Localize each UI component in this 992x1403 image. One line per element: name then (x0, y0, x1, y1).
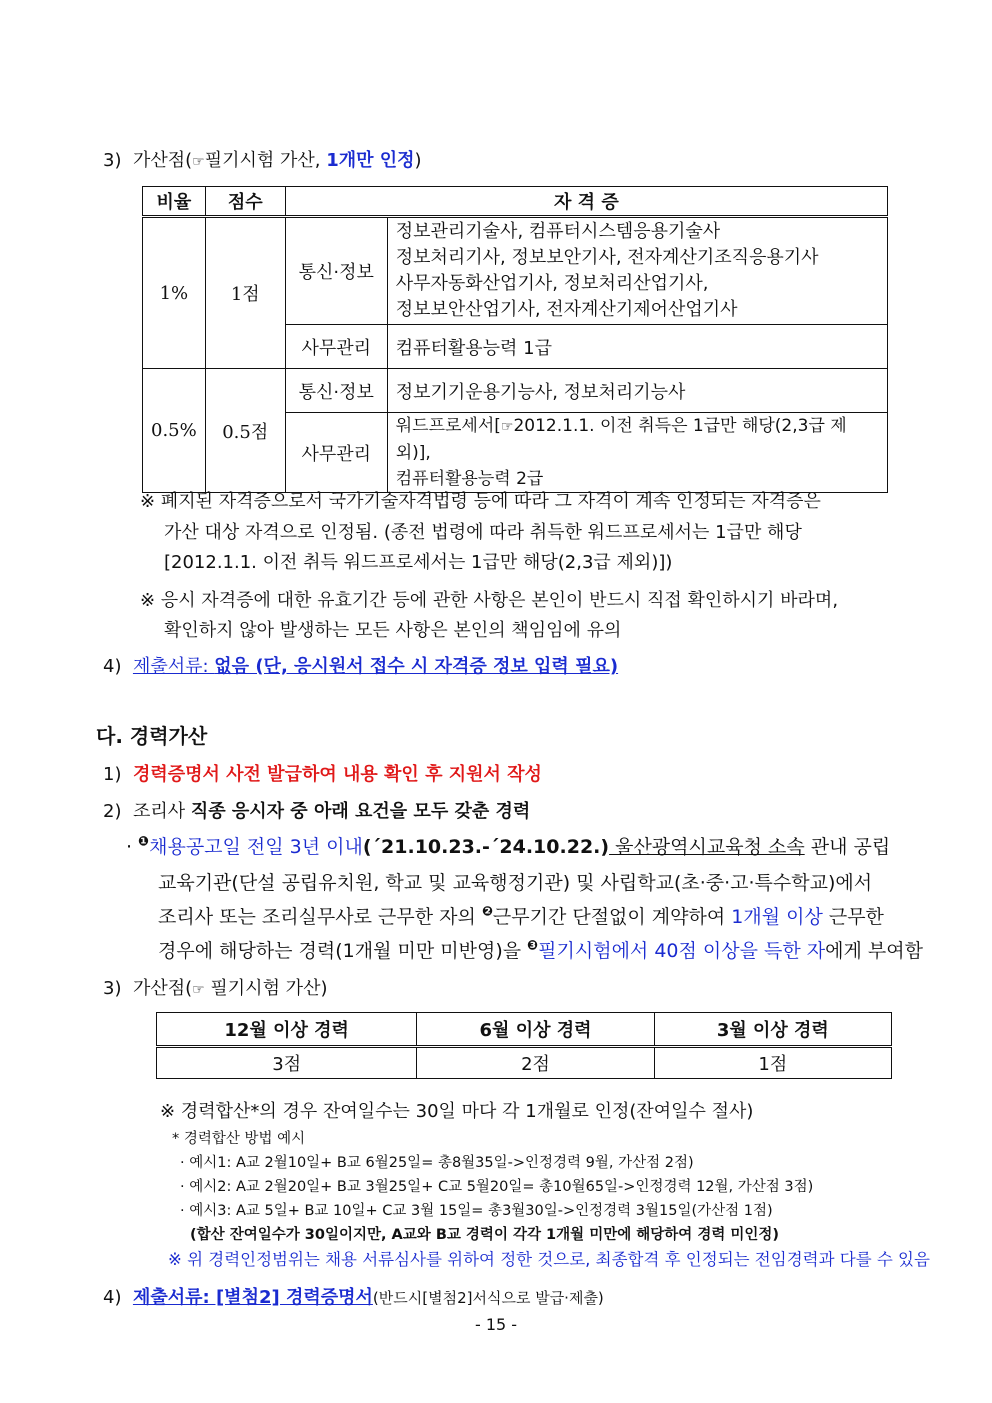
d-item-3: 3) 가산점(☞ 필기시험 가산) (103, 978, 328, 999)
cat-office-2: 사무관리 (285, 413, 387, 493)
circled-1-icon: ❶ (138, 834, 150, 850)
note-2-line-2: 확인하지 않아 발생하는 모든 사항은 본인의 책임임에 유의 (164, 620, 622, 641)
value-3m: 1점 (654, 1047, 891, 1079)
pointing-hand-icon: ☞ (500, 419, 514, 435)
score-1: 1점 (205, 217, 285, 369)
cert-list-1: 정보관리기술사, 컴퓨터시스템응용기술사 정보처리기사, 정보보안기사, 전자계산기조직응용기사 사무자동화산업기사, 정보처리산업기사, 정보보안산업기사, 전자계산기제어산업기사 (387, 217, 887, 325)
career-scope-note: ※ 위 경력인정범위는 채용 서류심사를 위하여 정한 것으로, 최종합격 후 인정되는 전임경력과 다를 수 있음 (168, 1250, 930, 1269)
d-item-1: 1) 경력증명서 사전 발급하여 내용 확인 후 지원서 작성 (103, 764, 542, 785)
cert-office-2: 워드프로세서[☞2012.1.1. 이전 취득은 1급만 해당(2,3급 제외)], 컴퓨터활용능력 2급 (387, 413, 887, 493)
note-1-line-2: 가산 대상 자격으로 인정됨. (종전 법령에 따라 취득한 워드프로세서는 1급만 해당 (164, 522, 802, 543)
pointing-hand-icon: ☞ (192, 982, 205, 998)
section-d-title: 다. 경력가산 (96, 724, 208, 748)
score-05: 0.5점 (205, 369, 285, 493)
bullet-line-1: · $^❶$채용공고일 전일 3년 이내(´21.10.23.-´24.10.22.) 울산광역시교육청 소속 관내 공립 (126, 834, 891, 858)
note-1-line-1: ※ 폐지된 자격증으로서 국가기술자격법령 등에 따라 그 자격이 계속 인정되는 자격증은 (140, 491, 821, 512)
cert-telecom-2: 정보기기운용기능사, 정보처리기능사 (387, 369, 887, 413)
bullet-line-4: 경우에 해당하는 경력(1개월 미만 미반영)을 $^❸$필기시험에서 40점 이상을 득한 자에게 부여함 (158, 938, 923, 962)
d-item-2: 2) 조리사 직종 응시자 중 아래 요건을 모두 갖춘 경력 (103, 801, 531, 822)
certificate-table (142, 186, 888, 493)
career-table (156, 1012, 892, 1079)
circled-2-icon: ❷ (481, 904, 493, 920)
cat-telecom-2: 통신·정보 (285, 369, 387, 413)
header-certificate: 자 격 증 (285, 187, 887, 217)
note-2-line-1: ※ 응시 자격증에 대한 유효기간 등에 관한 사항은 본인이 반드시 직접 확인하시기 바라며, (140, 590, 839, 611)
header-12m: 12월 이상 경력 (157, 1013, 417, 1047)
example-3-note: (합산 잔여일수가 30일이지만, A교와 B교 경력이 각각 1개월 미만에 해당하여 경력 미인정) (190, 1227, 780, 1243)
header-score: 점수 (205, 187, 285, 217)
pointing-hand-icon: ☞ (192, 154, 205, 170)
note-1-line-3: [2012.1.1. 이전 취득 워드프로세서는 1급만 해당(2,3급 제외)]) (164, 552, 673, 573)
section-4-documents: 4) 제출서류: 없음 (단, 응시원서 접수 시 자격증 정보 입력 필요) (103, 656, 619, 677)
circled-3-icon: ❸ (527, 938, 539, 954)
cat-telecom: 통신·정보 (285, 217, 387, 325)
section-3-heading: 3) 가산점(☞필기시험 가산, 1개만 인정) (103, 150, 422, 171)
career-sum-note: ※ 경력합산*의 경우 잔여일수는 30일 마다 각 1개월로 인정(잔여일수 절사) (160, 1101, 754, 1122)
page-number: - 15 - (474, 1315, 518, 1334)
example-2: · 예시2: A교 2월20일+ B교 3월25일+ C교 5월20일= 총10월65일->인정경력 12월, 가산점 3점) (180, 1179, 814, 1195)
example-1: · 예시1: A교 2월10일+ B교 6월25일= 총8월35일->인정경력 9월, 가산점 2점) (180, 1155, 694, 1171)
ratio-05pct: 0.5% (143, 369, 206, 493)
cat-office: 사무관리 (285, 325, 387, 369)
value-12m: 3점 (157, 1047, 417, 1079)
career-sum-example-title: * 경력합산 방법 예시 (172, 1131, 306, 1147)
value-6m: 2점 (417, 1047, 654, 1079)
header-3m: 3월 이상 경력 (654, 1013, 891, 1047)
ratio-1pct: 1% (143, 217, 206, 369)
bullet-line-3: 조리사 또는 조리실무사로 근무한 자의 $^❷$근무기간 단절없이 계약하여 1개월 이상 근무한 (158, 904, 884, 928)
example-3: · 예시3: A교 5일+ B교 10일+ C교 3월 15일= 총3월30일->인정경력 3월15일(가산점 1점) (180, 1203, 773, 1219)
cert-office-1: 컴퓨터활용능력 1급 (387, 325, 887, 369)
header-ratio: 비율 (143, 187, 206, 217)
bullet-line-2: 교육기관(단설 공립유치원, 학교 및 교육행정기관) 및 사립학교(초·중·고·특수학교)에서 (158, 872, 873, 894)
header-6m: 6월 이상 경력 (417, 1013, 654, 1047)
d-item-4-documents: 4) 제출서류: [별첨2] 경력증명서(반드시[별첨2]서식으로 발급·제출) (103, 1287, 604, 1308)
